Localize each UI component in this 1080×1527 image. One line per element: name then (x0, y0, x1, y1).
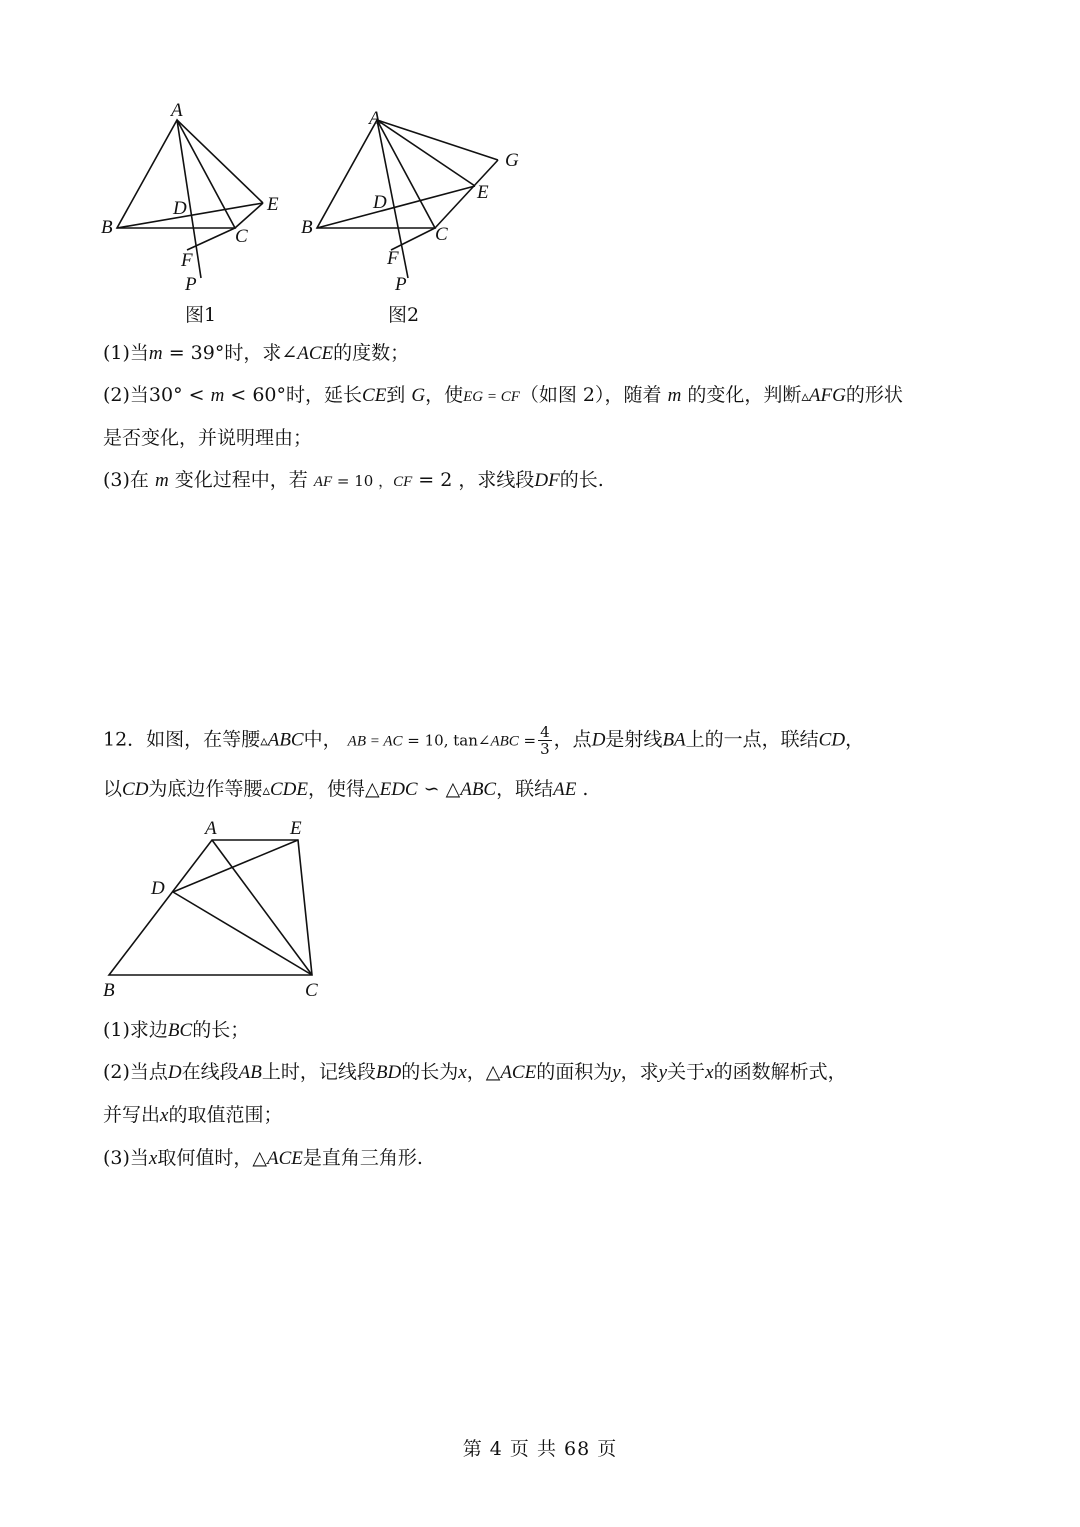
label-d: D (151, 878, 165, 899)
segment-be (317, 186, 475, 228)
label-p: P (395, 274, 407, 295)
label-g: G (505, 150, 519, 171)
label-p: P (185, 274, 197, 295)
q12-part2-cont: 并写出x的取值范围； (103, 1104, 283, 1126)
label-b: B (103, 980, 115, 1001)
q11-part3: (3)在 m 变化过程中，若 AF = 10 ，CF = 2 ，求线段DF的长. (103, 469, 604, 491)
segment-ac (212, 840, 312, 975)
label-c: C (235, 226, 248, 247)
figure-2 (295, 100, 535, 300)
label-f: F (181, 250, 193, 271)
label-b: B (101, 217, 113, 238)
figure-2-caption: 图2 (388, 304, 420, 326)
page-footer: 第 4 页 共 68 页 (462, 1438, 618, 1460)
label-b: B (301, 217, 313, 238)
figure-3 (95, 812, 345, 1007)
label-a: A (369, 108, 381, 129)
figure-1 (95, 100, 305, 300)
segment-ae (377, 120, 475, 186)
figure-2-diagram (295, 100, 535, 300)
figure-3-diagram (95, 812, 345, 1007)
q11-part2-cont: 是否变化，并说明理由； (103, 427, 313, 449)
label-c: C (305, 980, 318, 1001)
label-d: D (373, 192, 387, 213)
label-a: A (205, 818, 217, 839)
q12-part1: (1)求边BC的长； (103, 1019, 250, 1041)
label-a: A (171, 100, 183, 121)
label-c: C (435, 224, 448, 245)
q11-part1: (1)当m = 39°时，求∠ACE的度数； (103, 342, 410, 364)
label-e: E (267, 194, 279, 215)
q12-line2: 以CD为底边作等腰▵CDE，使得△EDC ∽ △ABC，联结AE . (103, 778, 589, 800)
segment-dc (173, 892, 312, 975)
q11-part2: (2)当30° < m < 60°时，延长CE到 G，使EG = CF（如图 2），随着 m 的变化，判断▵AFG的形状 (103, 384, 903, 406)
label-e: E (477, 182, 489, 203)
q12-part2: (2)当点D在线段AB上时，记线段BD的长为x，△ACE的面积为y，求y关于x的函数解析式， (103, 1061, 847, 1083)
segment-ae (177, 120, 263, 203)
figure-1-caption: 图1 (185, 304, 217, 326)
label-d: D (173, 198, 187, 219)
trapezoid-outline (109, 840, 312, 975)
figure-1-diagram (95, 100, 305, 300)
q12-part3: (3)当x取何值时，△ACE是直角三角形. (103, 1147, 423, 1169)
fraction-4-3: $\frac{4}{3}$ (540, 723, 550, 758)
label-f: F (387, 248, 399, 269)
segment-cf (391, 228, 435, 250)
label-e: E (290, 818, 302, 839)
q12-line1: 12．如图，在等腰▵ABC中， AB = AC = 10, tan∠ABC = $\frac{4}{3}$ ，点D是射线BA上的一点，联结CD， (103, 723, 865, 758)
